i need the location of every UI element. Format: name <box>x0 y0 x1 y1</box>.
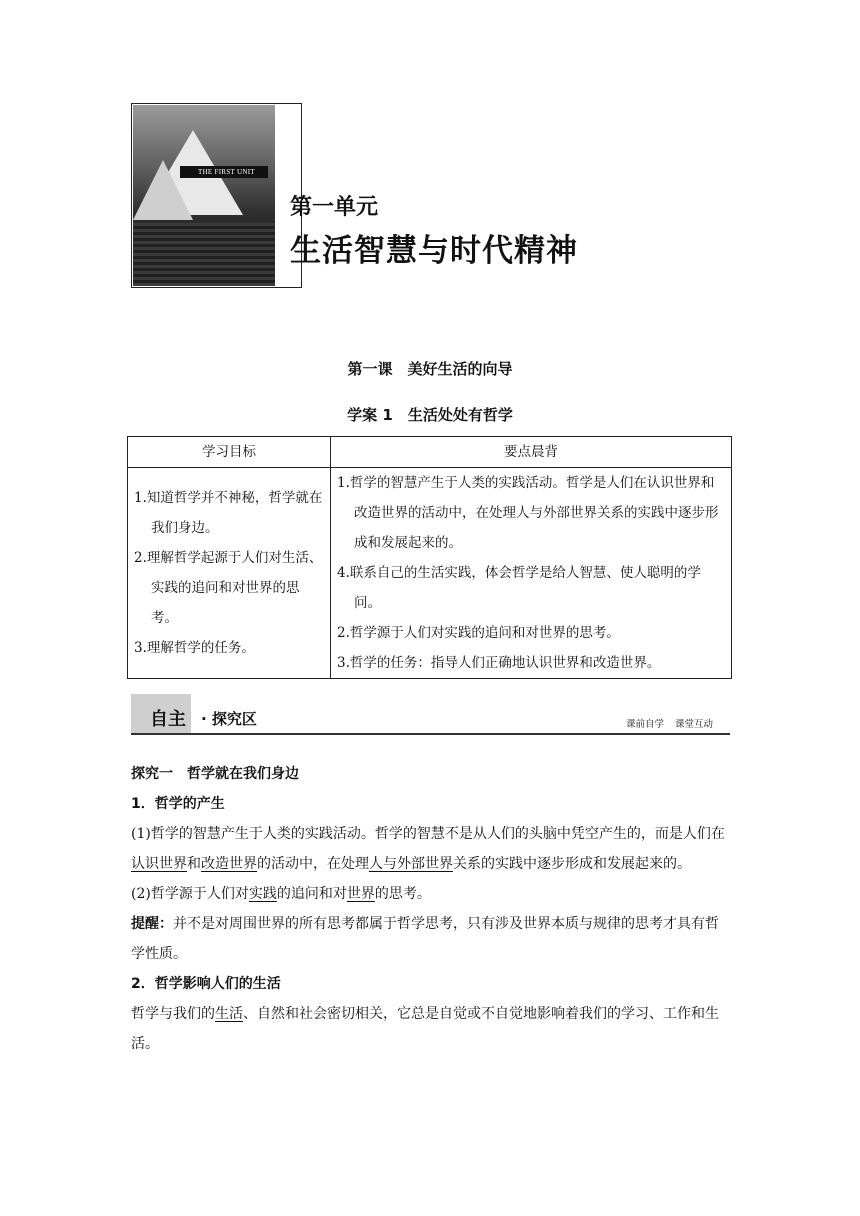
paragraph-origin-2: (2)哲学源于人们对实践的追问和对世界的思考。 <box>131 886 431 902</box>
key-point-item: 1.哲学的智慧产生于人类的实践活动。哲学是人们在认识世界和改造世界的活动中，在处理人与外部世界关系的实践中逐步形成和发展起来的。 <box>337 475 719 551</box>
tip-paragraph: 提醒：并不是对周围世界的所有思考都属于哲学思考，只有涉及世界本质与规律的思考才具有哲学性质。 <box>131 916 719 962</box>
underlined-term: 世界 <box>346 886 375 902</box>
unit-label: 第一单元 <box>290 195 379 220</box>
objectives-cell <box>128 468 331 679</box>
objective-item: 1.知道哲学并不神秘，哲学就在我们身边。 <box>134 490 323 536</box>
underlined-term: 人与外部世界 <box>369 856 453 872</box>
underlined-term: 实践 <box>248 886 277 902</box>
table-header-row <box>128 437 732 468</box>
unit-title: 生活智慧与时代精神 <box>290 233 578 269</box>
section-divider <box>131 733 730 735</box>
underlined-term: 认识世界 <box>131 856 187 872</box>
header-key-points: 要点晨背 <box>331 437 732 468</box>
section-tags: 课前自学 课堂互动 <box>626 719 714 730</box>
lesson-title: 第一课 美好生活的向导 <box>347 360 513 378</box>
unit-band-text: THE FIRST UNIT <box>180 166 268 178</box>
section-subtitle: · 探究区 <box>201 710 257 728</box>
key-point-item: 4.联系自己的生活实践，体会哲学是给人智慧、使人聪明的学问。 <box>337 565 701 611</box>
iceberg-image <box>133 105 275 286</box>
key-point-item: 3.哲学的任务：指导人们正确地认识世界和改造世界。 <box>337 655 661 671</box>
paragraph-origin-1: (1)哲学的智慧产生于人类的实践活动。哲学的智慧不是从人们的头脑中凭空产生的，而是人们在认识世界和改造世界的活动中，在处理人与外部世界关系的实践中逐步形成和发展起来的。 <box>131 826 725 872</box>
inquiry-title: 探究一 哲学就在我们身边 <box>131 766 299 782</box>
heading-origin: 1．哲学的产生 <box>131 796 225 812</box>
plan-title: 学案 1 生活处处有哲学 <box>347 406 513 424</box>
objective-item: 2.理解哲学起源于人们对生活、实践的追问和对世界的思考。 <box>134 550 323 626</box>
key-point-item: 2.哲学源于人们对实践的追问和对世界的思考。 <box>337 625 620 641</box>
heading-influence: 2．哲学影响人们的生活 <box>131 976 281 992</box>
content-body <box>131 759 731 1059</box>
table-row <box>128 468 732 679</box>
key-points-cell <box>331 468 732 679</box>
underlined-term: 改造世界 <box>201 856 257 872</box>
sea-water <box>133 223 275 286</box>
underlined-term: 生活 <box>215 1006 243 1022</box>
section-title: 自主 <box>150 709 186 730</box>
paragraph-influence: 哲学与我们的生活、自然和社会密切相关，它总是自觉或不自觉地影响着我们的学习、工作和生活。 <box>131 1006 719 1052</box>
objective-item: 3.理解哲学的任务。 <box>134 640 255 656</box>
objectives-table <box>127 436 732 679</box>
tip-label: 提醒： <box>131 916 173 932</box>
header-objectives: 学习目标 <box>128 437 331 468</box>
